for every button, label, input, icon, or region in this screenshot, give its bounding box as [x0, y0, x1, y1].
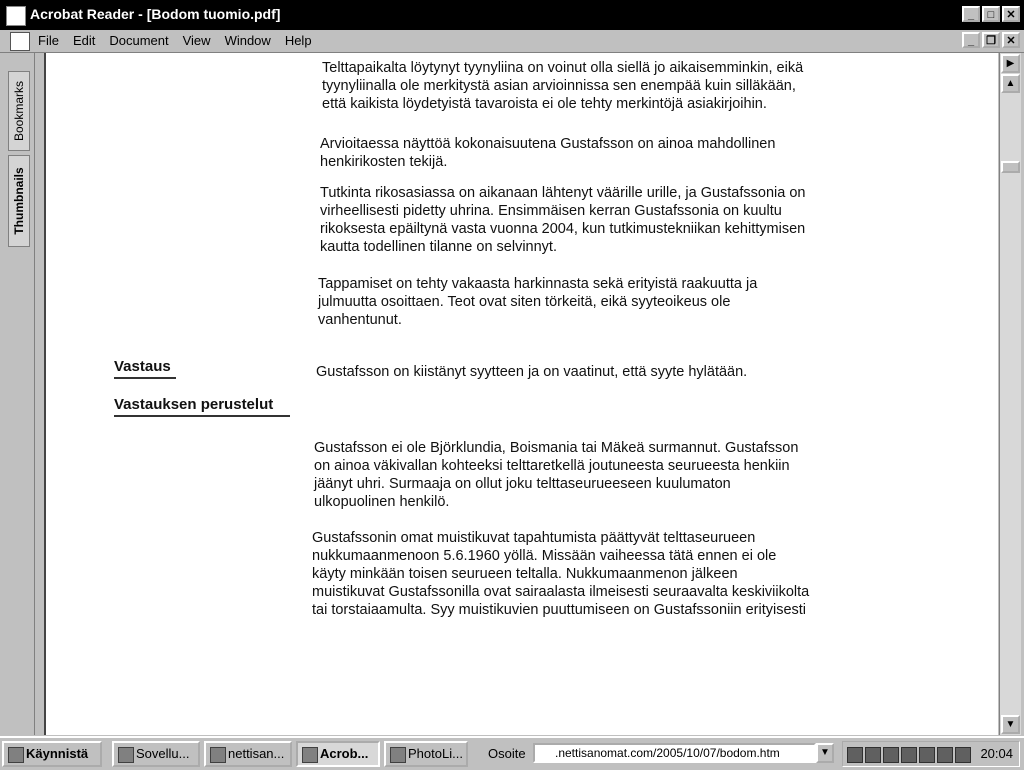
menu-file[interactable]: File — [38, 33, 59, 48]
tray-app-icon[interactable] — [919, 747, 935, 763]
menu-edit[interactable]: Edit — [72, 33, 96, 48]
address-input[interactable]: .nettisanomat.com/2005/10/07/bodom.htm — [533, 743, 816, 763]
menu-view[interactable]: View — [182, 33, 211, 48]
menu-bar — [0, 30, 1024, 53]
menu-window[interactable]: Window — [224, 33, 271, 48]
taskbar-button-photoline[interactable]: PhotoLi... — [384, 741, 468, 767]
photoline-icon — [390, 747, 406, 763]
paragraph-response: Gustafsson on kiistänyt syytteen ja on vaatinut, että syyte hylätään. — [316, 364, 748, 380]
window-icon — [118, 747, 134, 763]
vertical-scrollbar[interactable] — [999, 53, 1021, 735]
windows-logo-icon — [8, 747, 24, 763]
heading-underline — [114, 415, 290, 417]
heading-underline — [114, 377, 176, 379]
menu-document[interactable]: Document — [109, 33, 169, 48]
minimize-button[interactable]: _ — [962, 6, 980, 22]
paragraph-memories: Gustafssonin omat muistikuvat tapahtumista päättyvät telttaseurueen nukkumaanmenoon 5.6.1960 yöllä. Missään vaiheessa tätä ennen ei ole käyty minkään toisen seurueen teltalla. Nukkumaanmenon jälkeen muistikuvat Gustafssonilla ovat sairaalasta ilmeisesti seuraavalta keskiviikolta tai torstaiaamulta. Syy muistikuvien puuttumiseen on Gustafssoniin erityisesti — [312, 530, 810, 618]
menu-help[interactable]: Help — [284, 33, 312, 48]
paragraph-investigation: Tutkinta rikosasiassa on aikanaan lähtenyt väärille urille, ja Gustafssonia on virheellisesti pidetty uhrina. Ensimmäisen kerran Gustafssonia on kuultu rikoksesta epäiltynä vasta vuonna 2004, kun tutkimustekniikan kehittymisen kautta todellinen tilanne on selvinnyt. — [320, 185, 806, 255]
clock[interactable]: 20:04 — [980, 746, 1013, 761]
tab-thumbnails[interactable]: Thumbnails — [8, 155, 30, 247]
tray-app-icon[interactable] — [883, 747, 899, 763]
heading-vastauksen-perustelut: Vastauksen perustelut — [114, 396, 274, 413]
doc-restore-button[interactable]: ❐ — [982, 32, 1000, 48]
taskbar-button-sovellu[interactable]: Sovellu... — [112, 741, 200, 767]
speaker-icon[interactable] — [901, 747, 917, 763]
taskbar-button-nettisanomat[interactable]: nettisan... — [204, 741, 292, 767]
paragraph-killings: Tappamiset on tehty vakaasta harkinnasta sekä erityistä raakuutta ja julmuutta osoittaen. Teot ovat siten törkeitä, eikä syyteoikeus ole vanhentunut. — [318, 276, 758, 328]
window-title: Acrobat Reader - [Bodom tuomio.pdf] — [30, 6, 281, 22]
system-tray — [842, 741, 1020, 767]
heading-vastaus: Vastaus — [114, 358, 171, 375]
acrobat-icon — [302, 747, 318, 763]
acrobat-app-icon[interactable] — [6, 6, 26, 26]
tray-app-icon[interactable] — [865, 747, 881, 763]
paragraph-evidence: Arvioitaessa näyttöä kokonaisuutena Gustafsson on ainoa mahdollinen henkirikosten tekijä. — [320, 136, 776, 170]
start-button[interactable]: Käynnistä — [2, 741, 102, 767]
scroll-up-arrow-icon[interactable]: ▲ — [1001, 74, 1020, 93]
maximize-button[interactable]: □ — [982, 6, 1000, 22]
page-edge — [44, 53, 46, 735]
taskbar — [0, 736, 1024, 770]
tray-app-icon[interactable] — [955, 747, 971, 763]
paragraph-pillowcase: Telttapaikalta löytynyt tyynyliina on voinut olla siellä jo aikaisemminkin, eikä tyynyliinalla ole merkitystä asian arvioinnissa sen enempää kuin silläkään, että kaikista löydetyistä tavaroista ei ole tehty merkintöjä asiakirjoihin. — [322, 60, 804, 112]
address-dropdown-arrow-icon[interactable]: ▼ — [816, 743, 834, 763]
scroll-thumb[interactable] — [1001, 161, 1020, 173]
paragraph-denial: Gustafsson ei ole Björklundia, Boismania tai Mäkeä surmannut. Gustafsson on ainoa väkivallan kohteeksi telttaretkellä joutuneesta seurueesta henkiin jäänyt uhri. Surmaaja on ollut joku telttaseurueeseen kuulumaton ulkopuolinen henkilö. — [314, 440, 799, 510]
taskbar-button-acrobat[interactable]: Acrob... — [296, 741, 380, 767]
scroll-down-arrow-icon[interactable]: ▼ — [1001, 715, 1020, 734]
navigation-panel — [0, 53, 35, 735]
document-icon[interactable] — [10, 32, 30, 51]
scroll-right-arrow-icon[interactable]: ▶ — [1001, 54, 1020, 73]
doc-minimize-button[interactable]: _ — [962, 32, 980, 48]
browser-icon — [210, 747, 226, 763]
document-view[interactable] — [44, 53, 998, 735]
tab-bookmarks[interactable]: Bookmarks — [8, 71, 30, 151]
title-bar — [0, 0, 1024, 30]
doc-close-button[interactable]: ✕ — [1002, 32, 1020, 48]
network-icon[interactable] — [847, 747, 863, 763]
address-label: Osoite — [488, 746, 526, 761]
close-button[interactable]: ✕ — [1002, 6, 1020, 22]
tray-app-icon[interactable] — [937, 747, 953, 763]
